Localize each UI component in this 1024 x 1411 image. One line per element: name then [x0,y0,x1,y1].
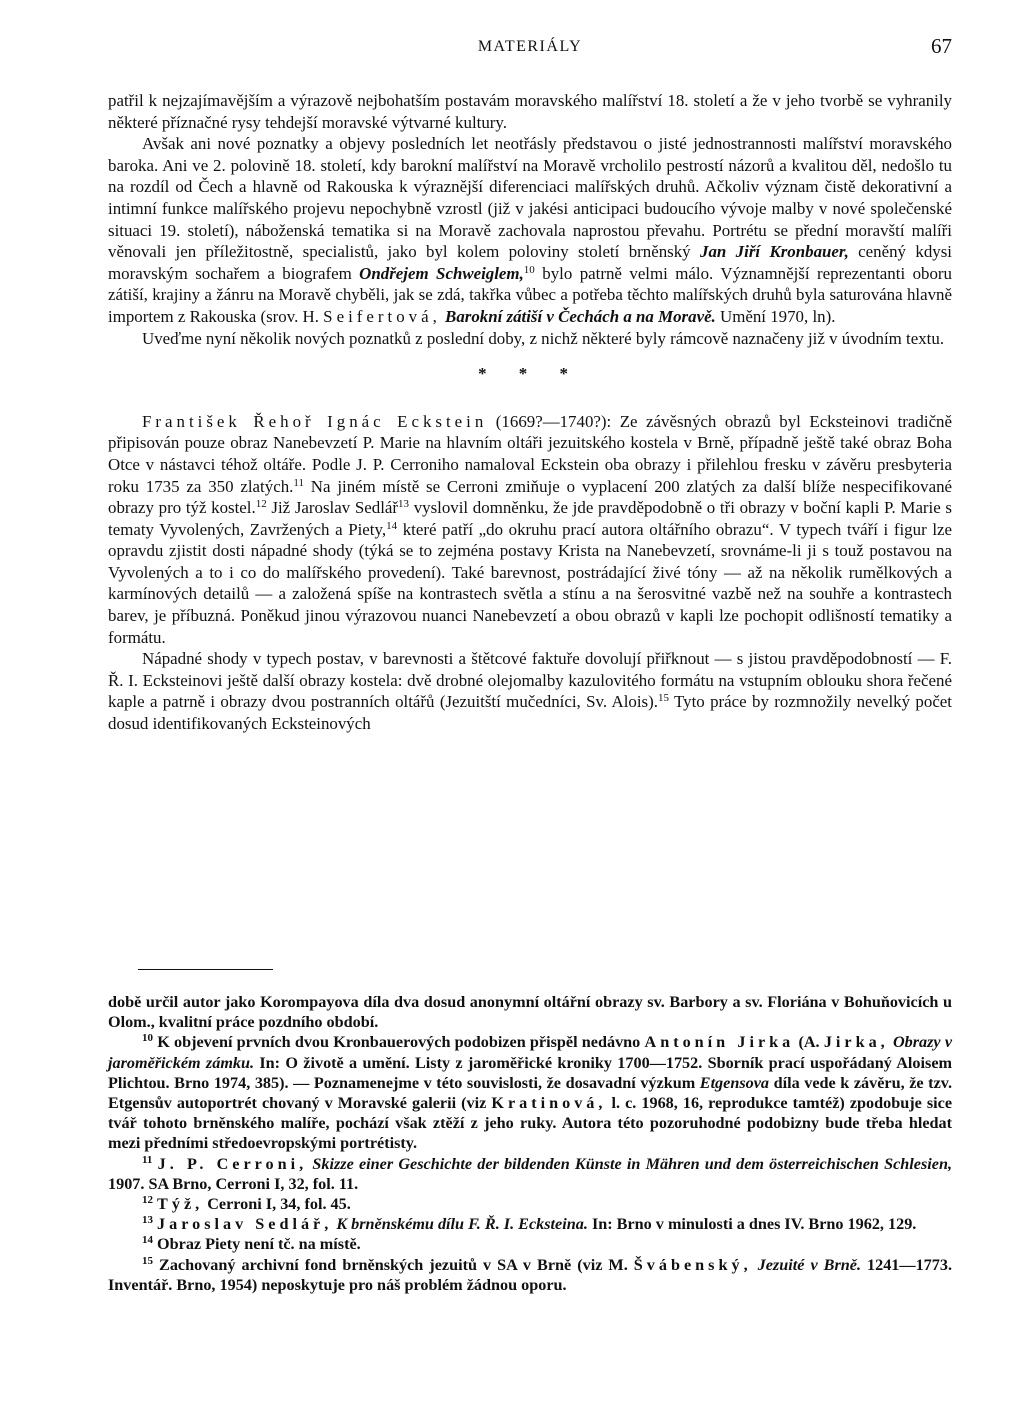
footnote-13-author: Jaroslav Sedlář, [157,1215,333,1234]
paragraph-4-text-e: které patří „do okruhu prací autora oltářního obrazu“. V typech tváří i figur lze opravdu zjistit dosti nápadné shody (týká se to zejména postavy Krista na Nanebevzetí, srovnáme-li ji s touž postavou na Vyvolených a to i co do malířského provedení). Také barevnost, postrádající živé tóny — až na několik rumělkových a karmínových detailů — a založená spíše na kontrastech světla a stínu a na šerosvitné vazbě než na souhře a kontrastech barev, je příbuzná. Poněkud jinou výrazovou nuanci Nanebevzetí a obou obrazů v kapli lze pochopit odlišností tematiky a formátu. [108,519,952,647]
footnote-11-title: Skizze einer Geschichte der bildenden Künste in Mähren und dem österreichischen Schlesien, [312,1154,952,1173]
paragraph-2-text-c: bylo patrně velmi málo. Významnější reprezentanti oboru zátiší, krajiny a žánru na Moravě chyběli, jak se zdá, takřka vůbec a potřeba těchto malířských druhů byla saturována hlavně importem z Rakouska (srov. H. [108,263,952,326]
name-eckstein: František Řehoř Ignác Eckstein [142,411,488,431]
footnote-ref-10: 10 [523,263,535,276]
footnote-rule [138,969,273,970]
footnote-10-number: 10 [142,1032,153,1045]
footnote-15 [108,1255,952,1295]
footnote-ref-14: 14 [386,519,398,532]
running-head: MATERIÁLY [477,38,583,55]
footnote-continued [108,992,952,1032]
footnote-10-title: Obrazy v jaroměřickém zámku. [108,1033,953,1072]
paragraph-5-text-b: Tyto práce by rozmnožily nevelký počet dosud identifikovaných Ecksteinových [108,692,953,734]
footnote-14-text: Obraz Piety není tč. na místě. [153,1235,361,1254]
paragraph-4-text-c: Již Jaroslav Sedlář [266,498,399,518]
footnote-10-author-2: Jirka, [823,1033,889,1052]
footnote-ref-11: 11 [293,476,304,489]
footnote-10-text-d: díla vede k závěru, že tzv. Etgensův autoportrét chovaný v Moravské galerii (viz [108,1073,953,1113]
paragraph-4-text-d: vyslovil domněnku, že jde pravděpodobně o tři obrazy v boční kapli P. Marie s tematy Vyvolených, Zavržených a Piety, [108,498,953,539]
footnote-12 [108,1194,952,1214]
paragraph-4-text-b: Na jiném místě se Cerroni zmiňuje o vyplacení 200 zlatých za další blíže nespecifikované obrazy pro týž kostel. [108,476,953,518]
footnote-10-author-3: Kratinová, [491,1094,607,1113]
footnote-10-text-a: K objevení prvních dvou Kronbauerových podobizen přispěl nedávno [153,1033,645,1052]
section-divider: * * * [478,364,582,384]
footnote-11 [108,1154,952,1194]
paragraph-3-text: Uveďme nyní několik nových poznatků z poslední doby, z nichž některé byly rámcově naznačeny již v úvodním textu. [142,328,945,348]
footnote-11-author: J. P. Cerroni, [157,1154,308,1173]
footnote-12-author: Týž, [157,1195,204,1214]
footnote-15-author: Švábenský, [633,1255,752,1274]
footnote-14 [108,1234,952,1254]
footnote-11-text: 1907. SA Brno, Cerroni I, 32, fol. 11. [108,1174,359,1193]
footnote-13-number: 13 [142,1214,153,1227]
name-kronbauer: Jan Jiří Kronbauer, [700,242,849,262]
name-schweigl: Ondřejem Schweiglem, [359,263,524,283]
title-barokni-zatisi: Barokní zátiší v Čechách a na Moravě. [445,306,716,326]
footnote-15-text-b: 1241—1773. Inventář. Brno, 1954) neposkytuje pro náš problém žádnou oporu. [108,1255,953,1294]
footnote-13-text: In: Brno v minulosti a dnes IV. Brno 1962, 129. [587,1215,917,1234]
footnote-15-number: 15 [142,1254,153,1267]
footnote-12-text: Cerroni I, 34, fol. 45. [203,1195,351,1214]
footnote-15-text-a: Zachovaný archivní fond brněnských jezuitů v SA v Brně (viz M. [153,1255,634,1274]
paragraph-3 [108,328,952,350]
paragraph-4-text-a: (1669?—1740?): Ze závěsných obrazů byl Ecksteinovi tradičně připisován pouze obraz Nanebevzetí P. Marie na hlavním oltáři jezuitského kostela v Brně, případně ještě také obraz Boha Otce v nástavci téhož oltáře. Podle J. P. Cerroniho namaloval Eckstein oba obrazy i přilehlou fresku v závěru presbyteria roku 1735 za 350 zlatých. [108,411,953,496]
footnote-14-number: 14 [142,1234,153,1247]
footnote-continued-text: době určil autor jako Korompayova díla dva dosud anonymní oltářní obrazy sv. Barbory a sv. Floriána v Bohuňovicích u Olom., kvalitní práce pozdního období. [108,993,952,1032]
footnote-15-title: Jezuité v Brně. [757,1255,861,1274]
footnote-10-text-e: l. c. 1968, 16, reprodukce tamtéž) zpodobuje sice tvář tohoto brněnského malíře, pochází však ztěží z jeho ruky. Autora této pozoruhodné podobizny bude třeba hledat mezi předními středoevropskými portrétisty. [108,1094,952,1153]
footnote-ref-13: 13 [398,498,410,511]
paragraph-2 [108,133,952,327]
paragraph-5-text-a: Nápadné shody v typech postav, v barevnosti a štětcové faktuře dovolují přiřknout — s jistou pravděpodobností — F. Ř. I. Ecksteinovi ještě další obrazy kostela: dvě drobné olejomalby kazulovitého formátu na vstupním oblouku shora řečené kaple a patrně i obrazy dvou postranních oltářů (Jezuitští mučedníci, Sv. Alois). [108,649,952,712]
paragraph-2-text-a: Avšak ani nové poznatky a objevy posledních let neotřásly představou o jisté jednostrannosti malířství moravského baroka. Ani ve 2. polovině 18. století, kdy barokní malířství na Moravě vrcholilo pestrostí názorů a kvalitou děl, nedošlo tu na rozdíl od Čech a hlavně od Rakouska k výraznější diferenciaci malířských druhů. Ačkoliv význam čistě dekorativní a intimní funkce malířského projevu nepochybně vzrostl (již v jakési anticipaci budoucího vývoje malby v nové společenské situaci 19. století), náboženská tematika si na Moravě zachovala naprostou převahu. Portrétu se přední moravští malíři věnovali jen příležitostně, specialistů, jako byl kolem poloviny století brněnský [108,134,952,262]
footnote-10-text-c: In: O životě a umění. Listy z jaroměřické kroniky 1700—1752. Sborník prací uspořádaný Aloisem Plichtou. Brno 1974, 385). — Poznamenejme v této souvislosti, že dosavadní výzkum [108,1053,952,1092]
author-seifertova: Seifertová, [323,306,441,326]
paragraph-4 [108,411,952,649]
paragraph-5 [108,648,952,734]
footnote-13-title: K brněnskému dílu F. Ř. I. Ecksteina. [336,1215,588,1234]
footnote-13 [108,1214,952,1234]
footnote-10-author-1: Antonín Jirka [644,1033,795,1052]
page-header [108,34,952,60]
footnote-10-text-b: (A. [794,1033,824,1052]
footnote-12-number: 12 [142,1194,153,1207]
paragraph-2-text-d: Umění 1970, ln). [715,306,836,326]
footnote-11-number: 11 [142,1153,153,1166]
footnote-ref-15: 15 [657,692,669,705]
footnote-10 [108,1032,952,1153]
footnote-ref-12: 12 [255,498,267,511]
paragraph-1 [108,90,952,133]
body-text [108,90,952,735]
page-number: 67 [931,34,952,58]
paragraph-1-text: patřil k nejzajímavějším a výrazově nejbohatším postavám moravského malířství 18. století a že v jeho tvorbě se vyhranily některé příznačné rysy tehdejší moravské výtvarné kultury. [108,91,952,132]
footnote-10-title-2: Etgensova [699,1073,770,1092]
paragraph-2-text-b: ceněný kdysi moravským sochařem a biografem [108,242,952,283]
footnotes [108,992,952,1295]
